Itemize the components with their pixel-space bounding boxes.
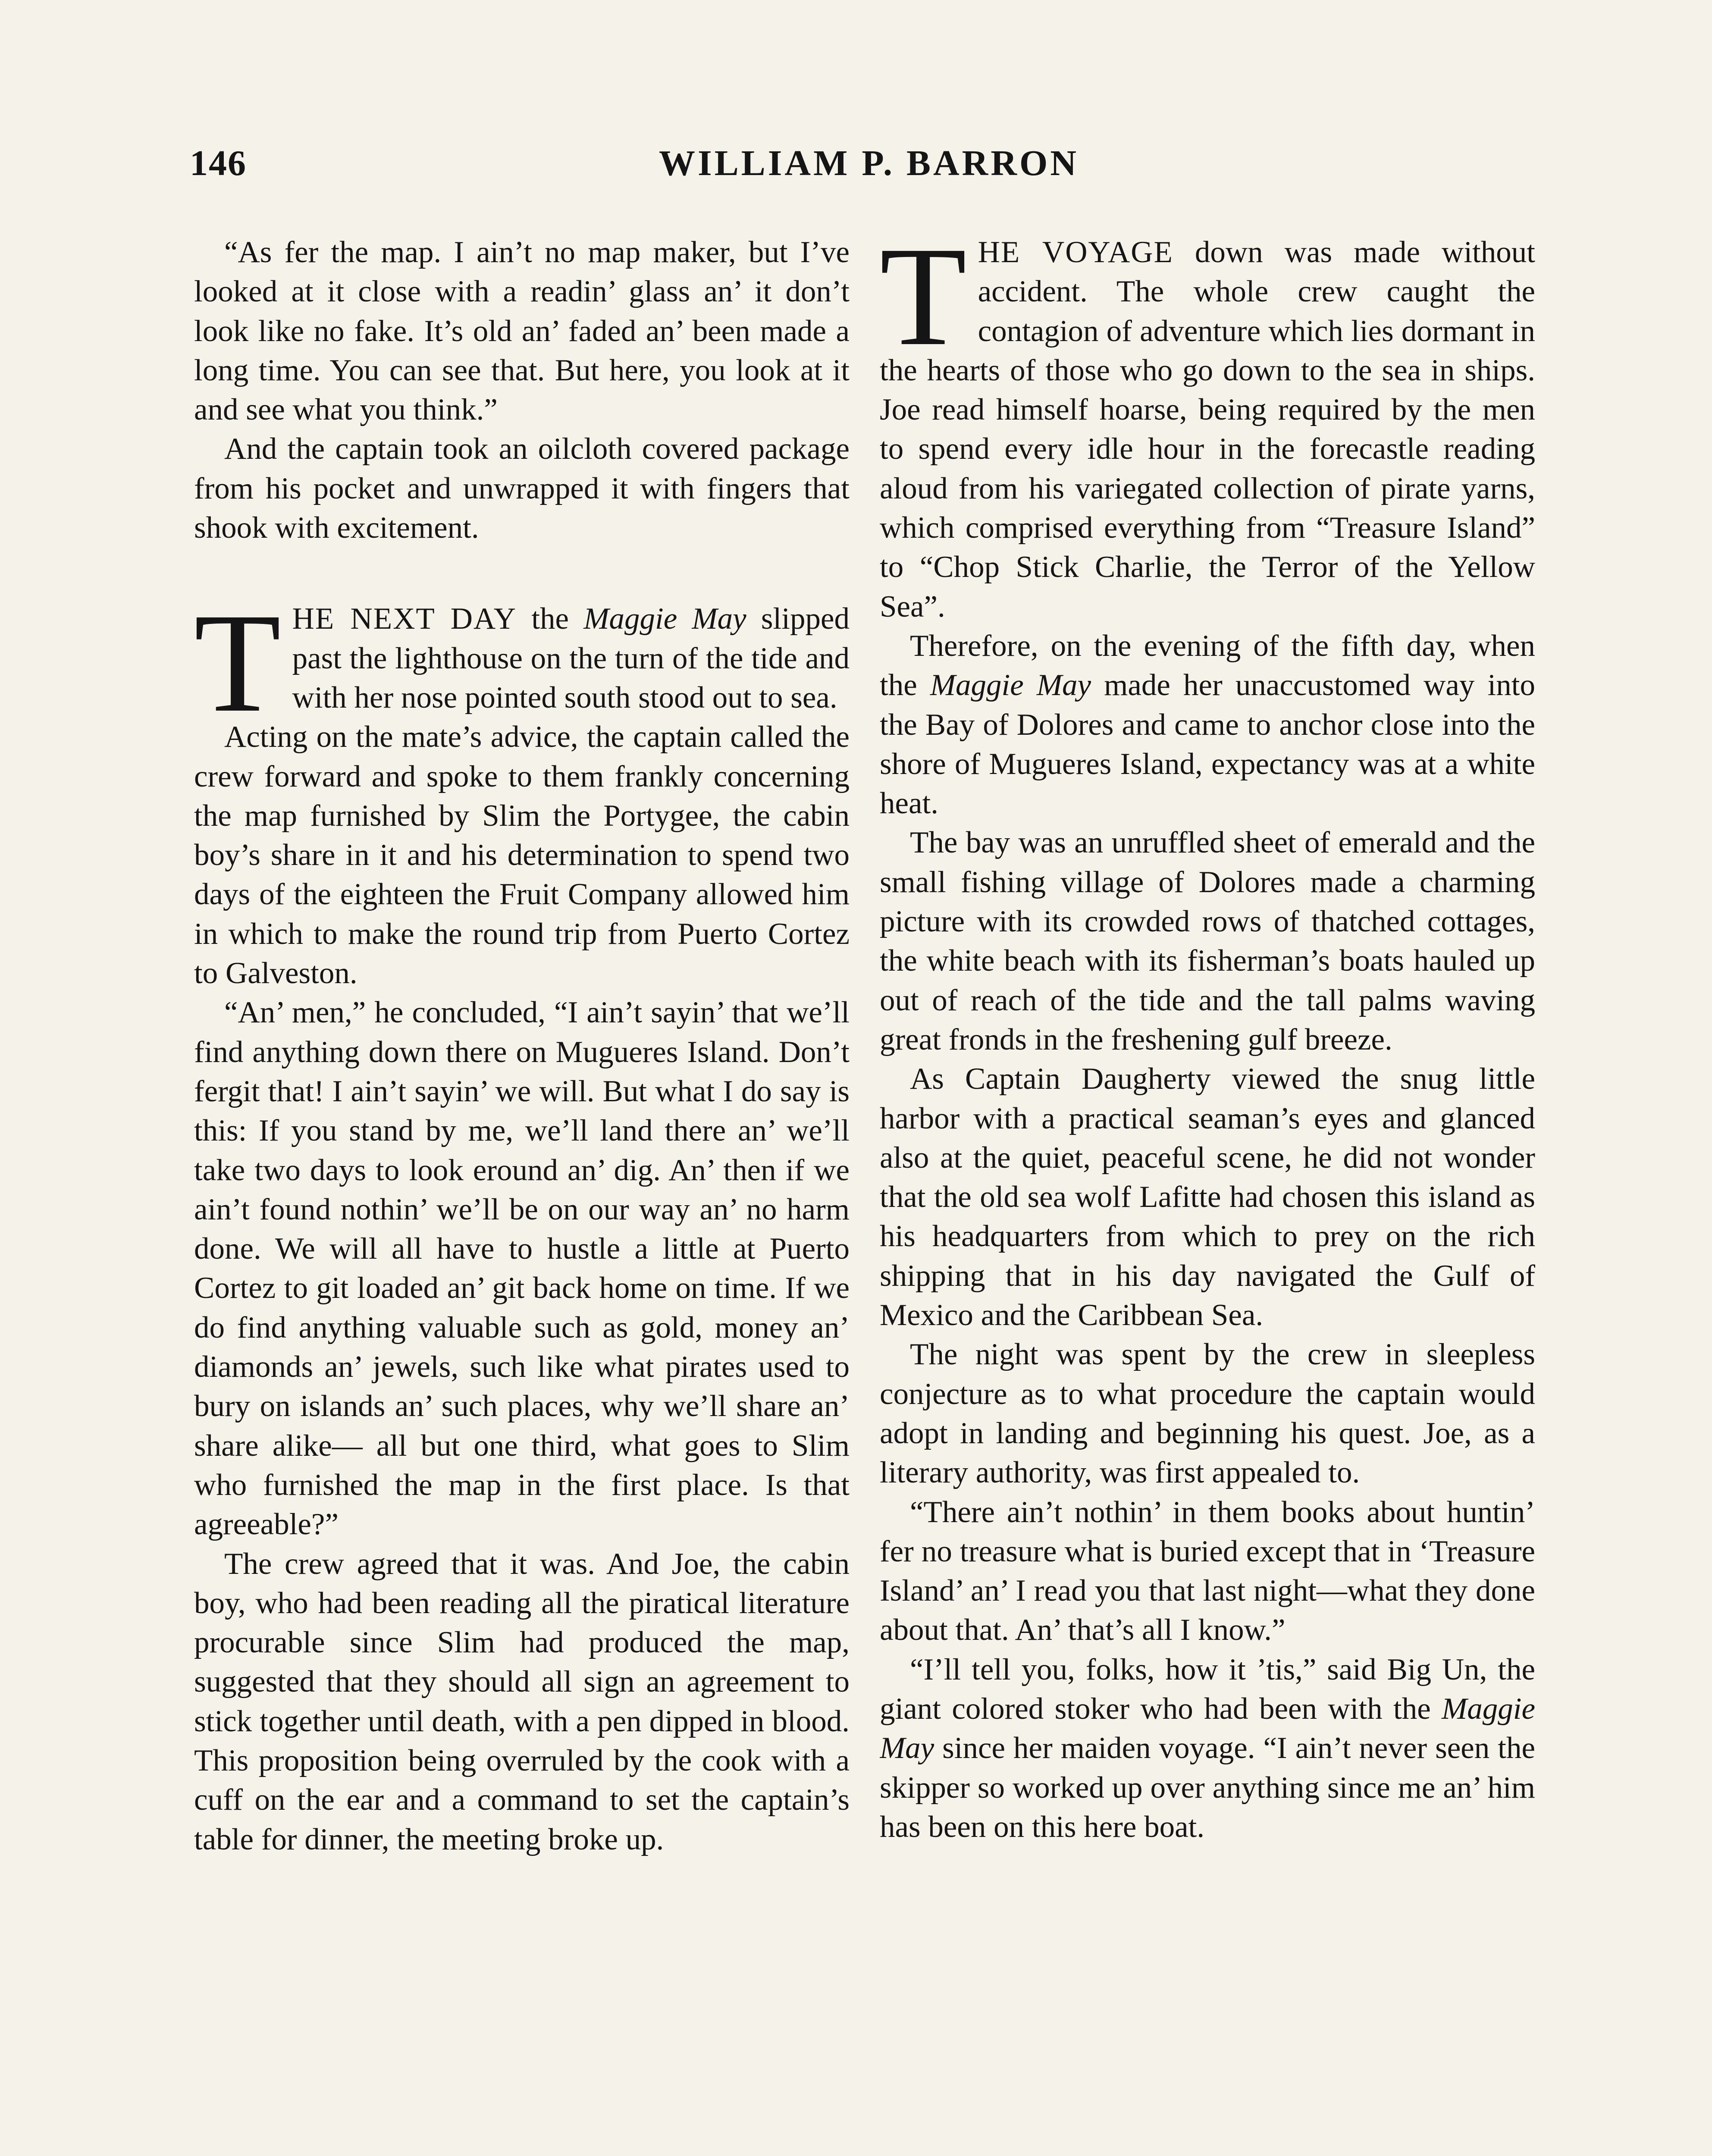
paragraph: Acting on the mate’s advice, the captain called the crew forward and spoke to them frankly concerning the map furnished by Slim the Portygee, the cabin boy’s share in it and his determination to spend two days of the eighteen the Fruit Company allowed him in which to make the round trip from Puerto Cortez to Galveston. (194, 720, 850, 990)
section-lead: HE VOYAGE (978, 235, 1173, 269)
ship-name: Maggie May (930, 668, 1091, 702)
section-opening-paragraph (880, 233, 1535, 627)
paragraph: The night was spent by the crew in sleepless conjecture as to what procedure the captain would adopt in landing and beginning his quest. Joe, as a literary authority, was first appealed to. (880, 1338, 1535, 1490)
running-head: WILLIAM P. BARRON (659, 143, 1079, 183)
page-header (190, 142, 1548, 207)
paragraph-text: made her unaccustomed way into the Bay of Dolores and came to anchor close into the shore of Mugueres Island, expectancy was at a white heat. (880, 668, 1535, 821)
right-column (880, 233, 1535, 2156)
paragraph: As Captain Daugherty viewed the snug little harbor with a practical seaman’s eyes and glanced also at the quiet, peaceful scene, he did not wonder that the old sea wolf Lafitte had chosen this island as his headquarters from which to prey on the rich shipping that in his day navigated the Gulf of Mexico and the Caribbean Sea. (880, 1062, 1535, 1332)
section-opening-paragraph (194, 584, 850, 742)
paragraph-text: down was made without accident. The whole crew caught the contagion of adventure which lies dormant in the hearts of those who go down to the sea in ships. Joe read himself hoarse, being required by the men to spend every idle hour in the forecastle reading aloud from his variegated collection of pirate yarns, which comprised everything from “Treasure Island” to “Chop Stick Charlie, the Terror of the Yellow Sea”. (880, 235, 1535, 624)
left-column (194, 233, 850, 2156)
paragraph: “As fer the map. I ain’t no map maker, but I’ve looked at it close with a readin’ glass an’ it don’t look like no fake. It’s old an’ faded an’ been made a long time. You can see that. But here, you look at it and see what you think.” (194, 235, 850, 427)
ship-name: Maggie May (880, 1692, 1535, 1765)
paragraph: The bay was an unruffled sheet of emerald and the small fishing village of Dolores made a charming picture with its crowded rows of thatched cottages, the white beach with its fisherman’s boats hauled up out of reach of the tide and the tall palms waving great fronds in the freshening gulf breeze. (880, 826, 1535, 1056)
paragraph: “There ain’t nothin’ in them books about huntin’ fer no treasure what is buried except that in ‘Treasure Island’ an’ I read you that last night—what they done about that. An’ that’s all I know.” (880, 1495, 1535, 1647)
paragraph: And the captain took an oilcloth covered package from his pocket and unwrapped it with fingers that shook with excitement. (194, 432, 850, 545)
section-break (194, 548, 850, 599)
paragraph: The crew agreed that it was. And Joe, the cabin boy, who had been reading all the piratical literature procurable since Slim had produced the map, suggested that they should all sign an agreement to stick together until death, with a pen dipped in blood. This proposition being overruled by the cook with a cuff on the ear and a command to set the captain’s table for dinner, the meeting broke up. (194, 1547, 850, 1856)
page-number: 146 (190, 143, 247, 183)
paragraph-text: Therefore, on the evening of the fifth day, when the (880, 629, 1535, 702)
drop-cap: T (880, 233, 967, 375)
paragraph: “An’ men,” he concluded, “I ain’t sayin’ that we’ll find anything down there on Mugueres Island. Don’t fergit that! I ain’t sayin’ we will. But what I do say is this: If you stand by me, we’ll land there an’ we’ll take two days to look eround an’ dig. An’ then if we ain’t found nothin’ we’ll be on our way an’ no harm done. We will all have to hustle a little at Puerto Cortez to git loaded an’ git back home on time. If we do find anything valuable such as gold, money an’ diamonds an’ jewels, such like what pirates used to bury on islands an’ such places, why we’ll share an’ share alike— all but one third, what goes to Slim who furnished the map in the first place. Is that agreeable?” (194, 996, 850, 1542)
ship-name: Maggie May (583, 602, 746, 636)
drop-cap: T (194, 584, 281, 742)
paragraph (880, 627, 1535, 823)
paragraph-text: “I’ll tell you, folks, how it ’tis,” said Big Un, the giant colored stoker who had been with the (880, 1652, 1535, 1726)
section-lead: HE NEXT DAY (292, 602, 517, 636)
paragraph-text: slipped past the lighthouse on the turn of the tide and with her nose pointed south stood out to sea. (292, 602, 850, 714)
paragraph-text: since her maiden voyage. “I ain’t never seen the skipper so worked up over anything since me an’ him has been on this here boat. (880, 1731, 1535, 1844)
paragraph-text: the (517, 602, 584, 636)
paragraph (880, 1650, 1535, 1847)
